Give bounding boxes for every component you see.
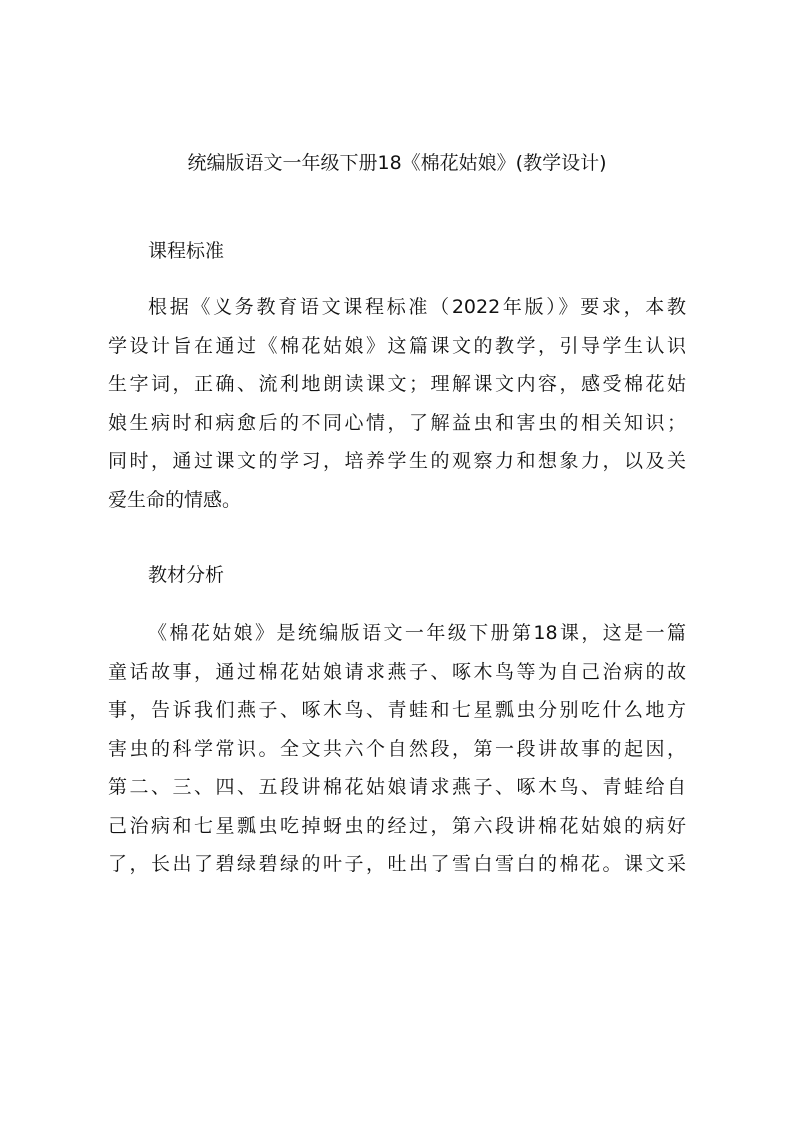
paragraph-line: 了，长出了碧绿碧绿的叶子，吐出了雪白雪白的棉花。课文采 [108, 853, 686, 875]
paragraph-line: 童话故事，通过棉花姑娘请求燕子、啄木鸟等为自己治病的故 [108, 660, 686, 683]
paragraph-curriculum-standard [108, 288, 686, 519]
paragraph-line: 爱生命的情感。 [108, 488, 242, 511]
paragraph-line: 事，告诉我们燕子、啄木鸟、青蛙和七星瓢虫分别吃什么地方 [108, 699, 686, 721]
paragraph-line: 学设计旨在通过《棉花姑娘》这篇课文的教学，引导学生认识 [108, 334, 686, 357]
paragraph-line: 生字词，正确、流利地朗读课文；理解课文内容，感受棉花姑 [108, 373, 686, 395]
paragraph-line: 第二、三、四、五段讲棉花姑娘请求燕子、啄木鸟、青蛙给自 [108, 776, 686, 798]
section-heading-textbook-analysis: 教材分析 [148, 564, 225, 586]
document-title: 统编版语文一年级下册18《棉花姑娘》(教学设计) [187, 152, 607, 174]
paragraph-textbook-analysis [108, 614, 686, 884]
paragraph-line: 害虫的科学常识。全文共六个自然段，第一段讲故事的起因， [108, 737, 686, 760]
paragraph-line: 《棉花姑娘》是统编版语文一年级下册第18课，这是一篇 [148, 622, 686, 644]
paragraph-line: 同时，通过课文的学习，培养学生的观察力和想象力，以及关 [108, 450, 686, 472]
paragraph-line: 娘生病时和病愈后的不同心情，了解益虫和害虫的相关知识； [108, 411, 686, 434]
paragraph-line: 根据《义务教育语文课程标准（2022年版）》要求，本教 [148, 296, 686, 318]
section-heading-curriculum-standard: 课程标准 [148, 240, 225, 262]
paragraph-line: 己治病和七星瓢虫吃掉蚜虫的经过，第六段讲棉花姑娘的病好 [108, 814, 686, 837]
